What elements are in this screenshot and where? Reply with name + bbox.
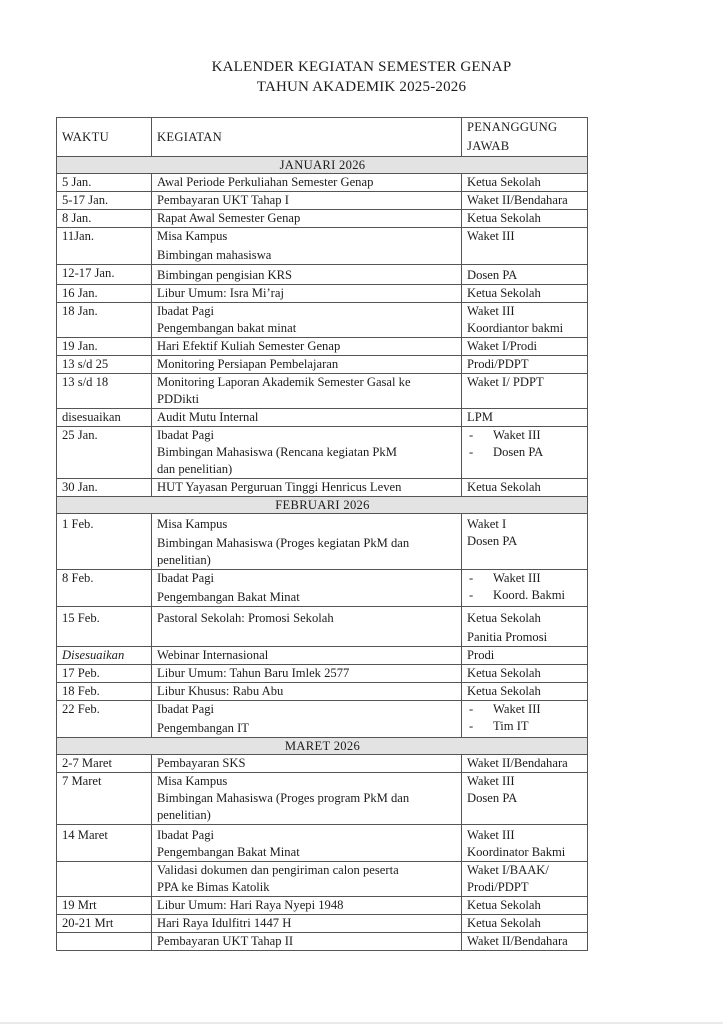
table-row: 12-17 Jan. Bimbingan pengisian KRS Dosen PA <box>57 265 588 285</box>
table-row: 14 Maret Ibadat Pagi Pengembangan Bakat Minat Waket III Koordinator Bakmi <box>57 825 588 862</box>
table-row: 16 Jan. Libur Umum: Isra Mi’raj Ketua Sekolah <box>57 285 588 303</box>
table-row: 11Jan. Misa Kampus Bimbingan mahasiswa Waket III <box>57 228 588 265</box>
activity-calendar-table <box>56 117 588 951</box>
table-row: 8 Jan. Rapat Awal Semester Genap Ketua Sekolah <box>57 210 588 228</box>
table-row: 15 Feb. Pastoral Sekolah: Promosi Sekolah Ketua Sekolah Panitia Promosi <box>57 607 588 647</box>
table-row: 5 Jan. Awal Periode Perkuliahan Semester Genap Ketua Sekolah <box>57 174 588 192</box>
table-row: 25 Jan. Ibadat Pagi Bimbingan Mahasiswa (Rencana kegiatan PkM dan penelitian) - Waket III - Dosen PA <box>57 427 588 479</box>
table-row: 18 Feb. Libur Khusus: Rabu Abu Ketua Sekolah <box>57 683 588 701</box>
table-row: Pembayaran UKT Tahap II Waket II/Bendahara <box>57 933 588 951</box>
table-row: 22 Feb. Ibadat Pagi Pengembangan IT - Waket III - Tim IT <box>57 701 588 738</box>
table-row: 20-21 Mrt Hari Raya Idulfitri 1447 H Ketua Sekolah <box>57 915 588 933</box>
table-row: 30 Jan. HUT Yayasan Perguruan Tinggi Henricus Leven Ketua Sekolah <box>57 479 588 497</box>
table-row: 19 Jan. Hari Efektif Kuliah Semester Genap Waket I/Prodi <box>57 338 588 356</box>
column-header-waktu: WAKTU <box>57 118 152 157</box>
month-row-januari: JANUARI 2026 <box>57 157 588 174</box>
table-row: 13 s/d 25 Monitoring Persiapan Pembelajaran Prodi/PDPT <box>57 356 588 374</box>
table-row: 7 Maret Misa Kampus Bimbingan Mahasiswa (Proges program PkM dan penelitian) Waket III Dosen PA <box>57 773 588 825</box>
month-row-februari: FEBRUARI 2026 <box>57 497 588 514</box>
column-header-penanggung-jawab: PENANGGUNG JAWAB <box>462 118 588 157</box>
table-row: 19 Mrt Libur Umum: Hari Raya Nyepi 1948 Ketua Sekolah <box>57 897 588 915</box>
table-row: 18 Jan. Ibadat Pagi Pengembangan bakat minat Waket III Koordiantor bakmi <box>57 303 588 338</box>
month-row-maret: MARET 2026 <box>57 738 588 755</box>
table-header-row <box>57 118 588 157</box>
table-row: Validasi dokumen dan pengiriman calon peserta PPA ke Bimas Katolik Waket I/BAAK/ Prodi/PDPT <box>57 862 588 897</box>
document-subtitle: TAHUN AKADEMIK 2025-2026 <box>256 79 467 95</box>
document-title: KALENDER KEGIATAN SEMESTER GENAP <box>211 59 512 75</box>
column-header-kegiatan: KEGIATAN <box>152 118 462 157</box>
table-row: Disesuaikan Webinar Internasional Prodi <box>57 647 588 665</box>
table-row: 2-7 Maret Pembayaran SKS Waket II/Bendahara <box>57 755 588 773</box>
table-row: 13 s/d 18 Monitoring Laporan Akademik Semester Gasal ke PDDikti Waket I/ PDPT <box>57 374 588 409</box>
table-row: disesuaikan Audit Mutu Internal LPM <box>57 409 588 427</box>
table-row: 1 Feb. Misa Kampus Bimbingan Mahasiswa (Proges kegiatan PkM dan penelitian) Waket I Dosen PA <box>57 514 588 570</box>
table-row: 5-17 Jan. Pembayaran UKT Tahap I Waket II/Bendahara <box>57 192 588 210</box>
table-row: 17 Peb. Libur Umum: Tahun Baru Imlek 2577 Ketua Sekolah <box>57 665 588 683</box>
table-row: 8 Feb. Ibadat Pagi Pengembangan Bakat Minat - Waket III - Koord. Bakmi <box>57 570 588 607</box>
